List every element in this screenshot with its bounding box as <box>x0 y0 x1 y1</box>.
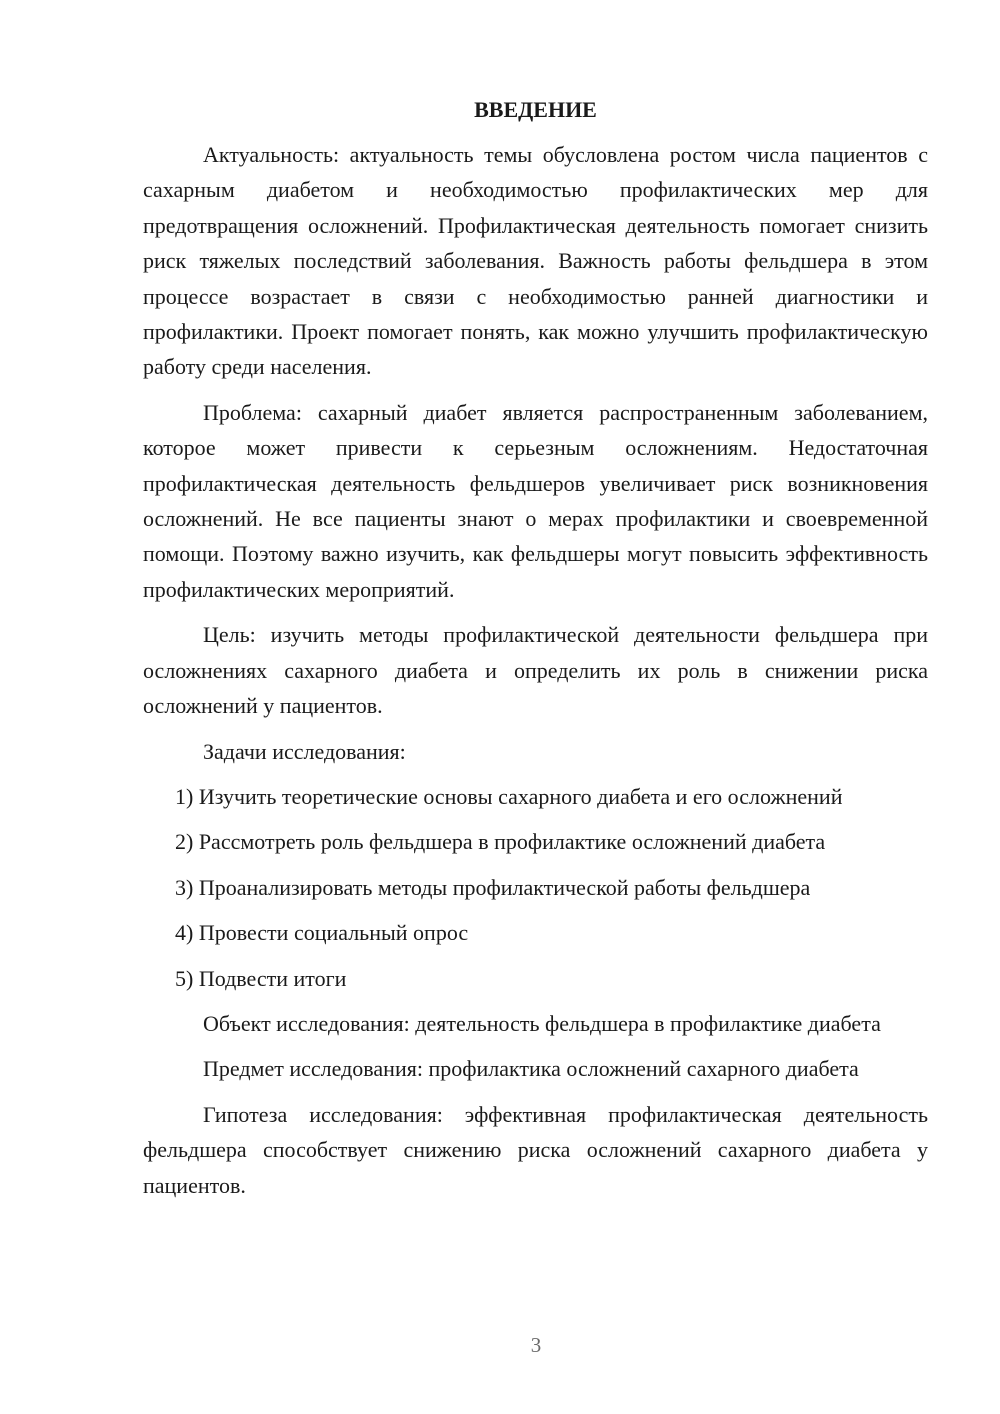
list-item: 2) Рассмотреть роль фельдшера в профилактике осложнений диабета <box>175 829 826 855</box>
page-number: 3 <box>530 1333 542 1357</box>
task-list <box>143 779 928 996</box>
object-paragraph: Объект исследования: деятельность фельдшера в профилактике диабета <box>203 1010 881 1036</box>
list-item: 4) Провести социальный опрос <box>175 920 469 946</box>
list-item: 5) Подвести итоги <box>175 965 347 991</box>
list-item: 1) Изучить теоретические основы сахарного диабета и его осложнений <box>175 783 843 809</box>
problem-paragraph: Проблема: сахарный диабет является распространенным заболеванием, которое может привести к серьезным осложнениям. Недостаточная профилактическая деятельность фельдшеров увеличивает риск возникновения осложнений. Не все пациенты знают о мерах профилактики и своевременной помощи. Поэтому важно изучить, как фельдшеры могут повысить эффективность профилактических мероприятий. <box>143 399 928 602</box>
page-content <box>143 92 928 1213</box>
goal-paragraph: Цель: изучить методы профилактической деятельности фельдшера при осложнениях сахарного диабета и определить их роль в снижении риска осложнений у пациентов. <box>143 622 928 719</box>
relevance-paragraph: Актуальность: актуальность темы обусловлена ростом числа пациентов с сахарным диабетом и необходимостью профилактических мер для предотвращения осложнений. Профилактическая деятельность помогает снизить риск тяжелых последствий заболевания. Важность работы фельдшера в этом процессе возрастает в связи с необходимостью ранней диагностики и профилактики. Проект помогает понять, как можно улучшить профилактическую работу среди населения. <box>143 142 928 380</box>
hypothesis-paragraph: Гипотеза исследования: эффективная профилактическая деятельность фельдшера способствует снижению риска осложнений сахарного диабета у пациентов. <box>143 1101 928 1198</box>
page-title: ВВЕДЕНИЕ <box>474 97 597 122</box>
tasks-heading: Задачи исследования: <box>203 738 406 764</box>
subject-paragraph: Предмет исследования: профилактика осложнений сахарного диабета <box>203 1056 859 1082</box>
list-item: 3) Проанализировать методы профилактической работы фельдшера <box>175 874 811 900</box>
